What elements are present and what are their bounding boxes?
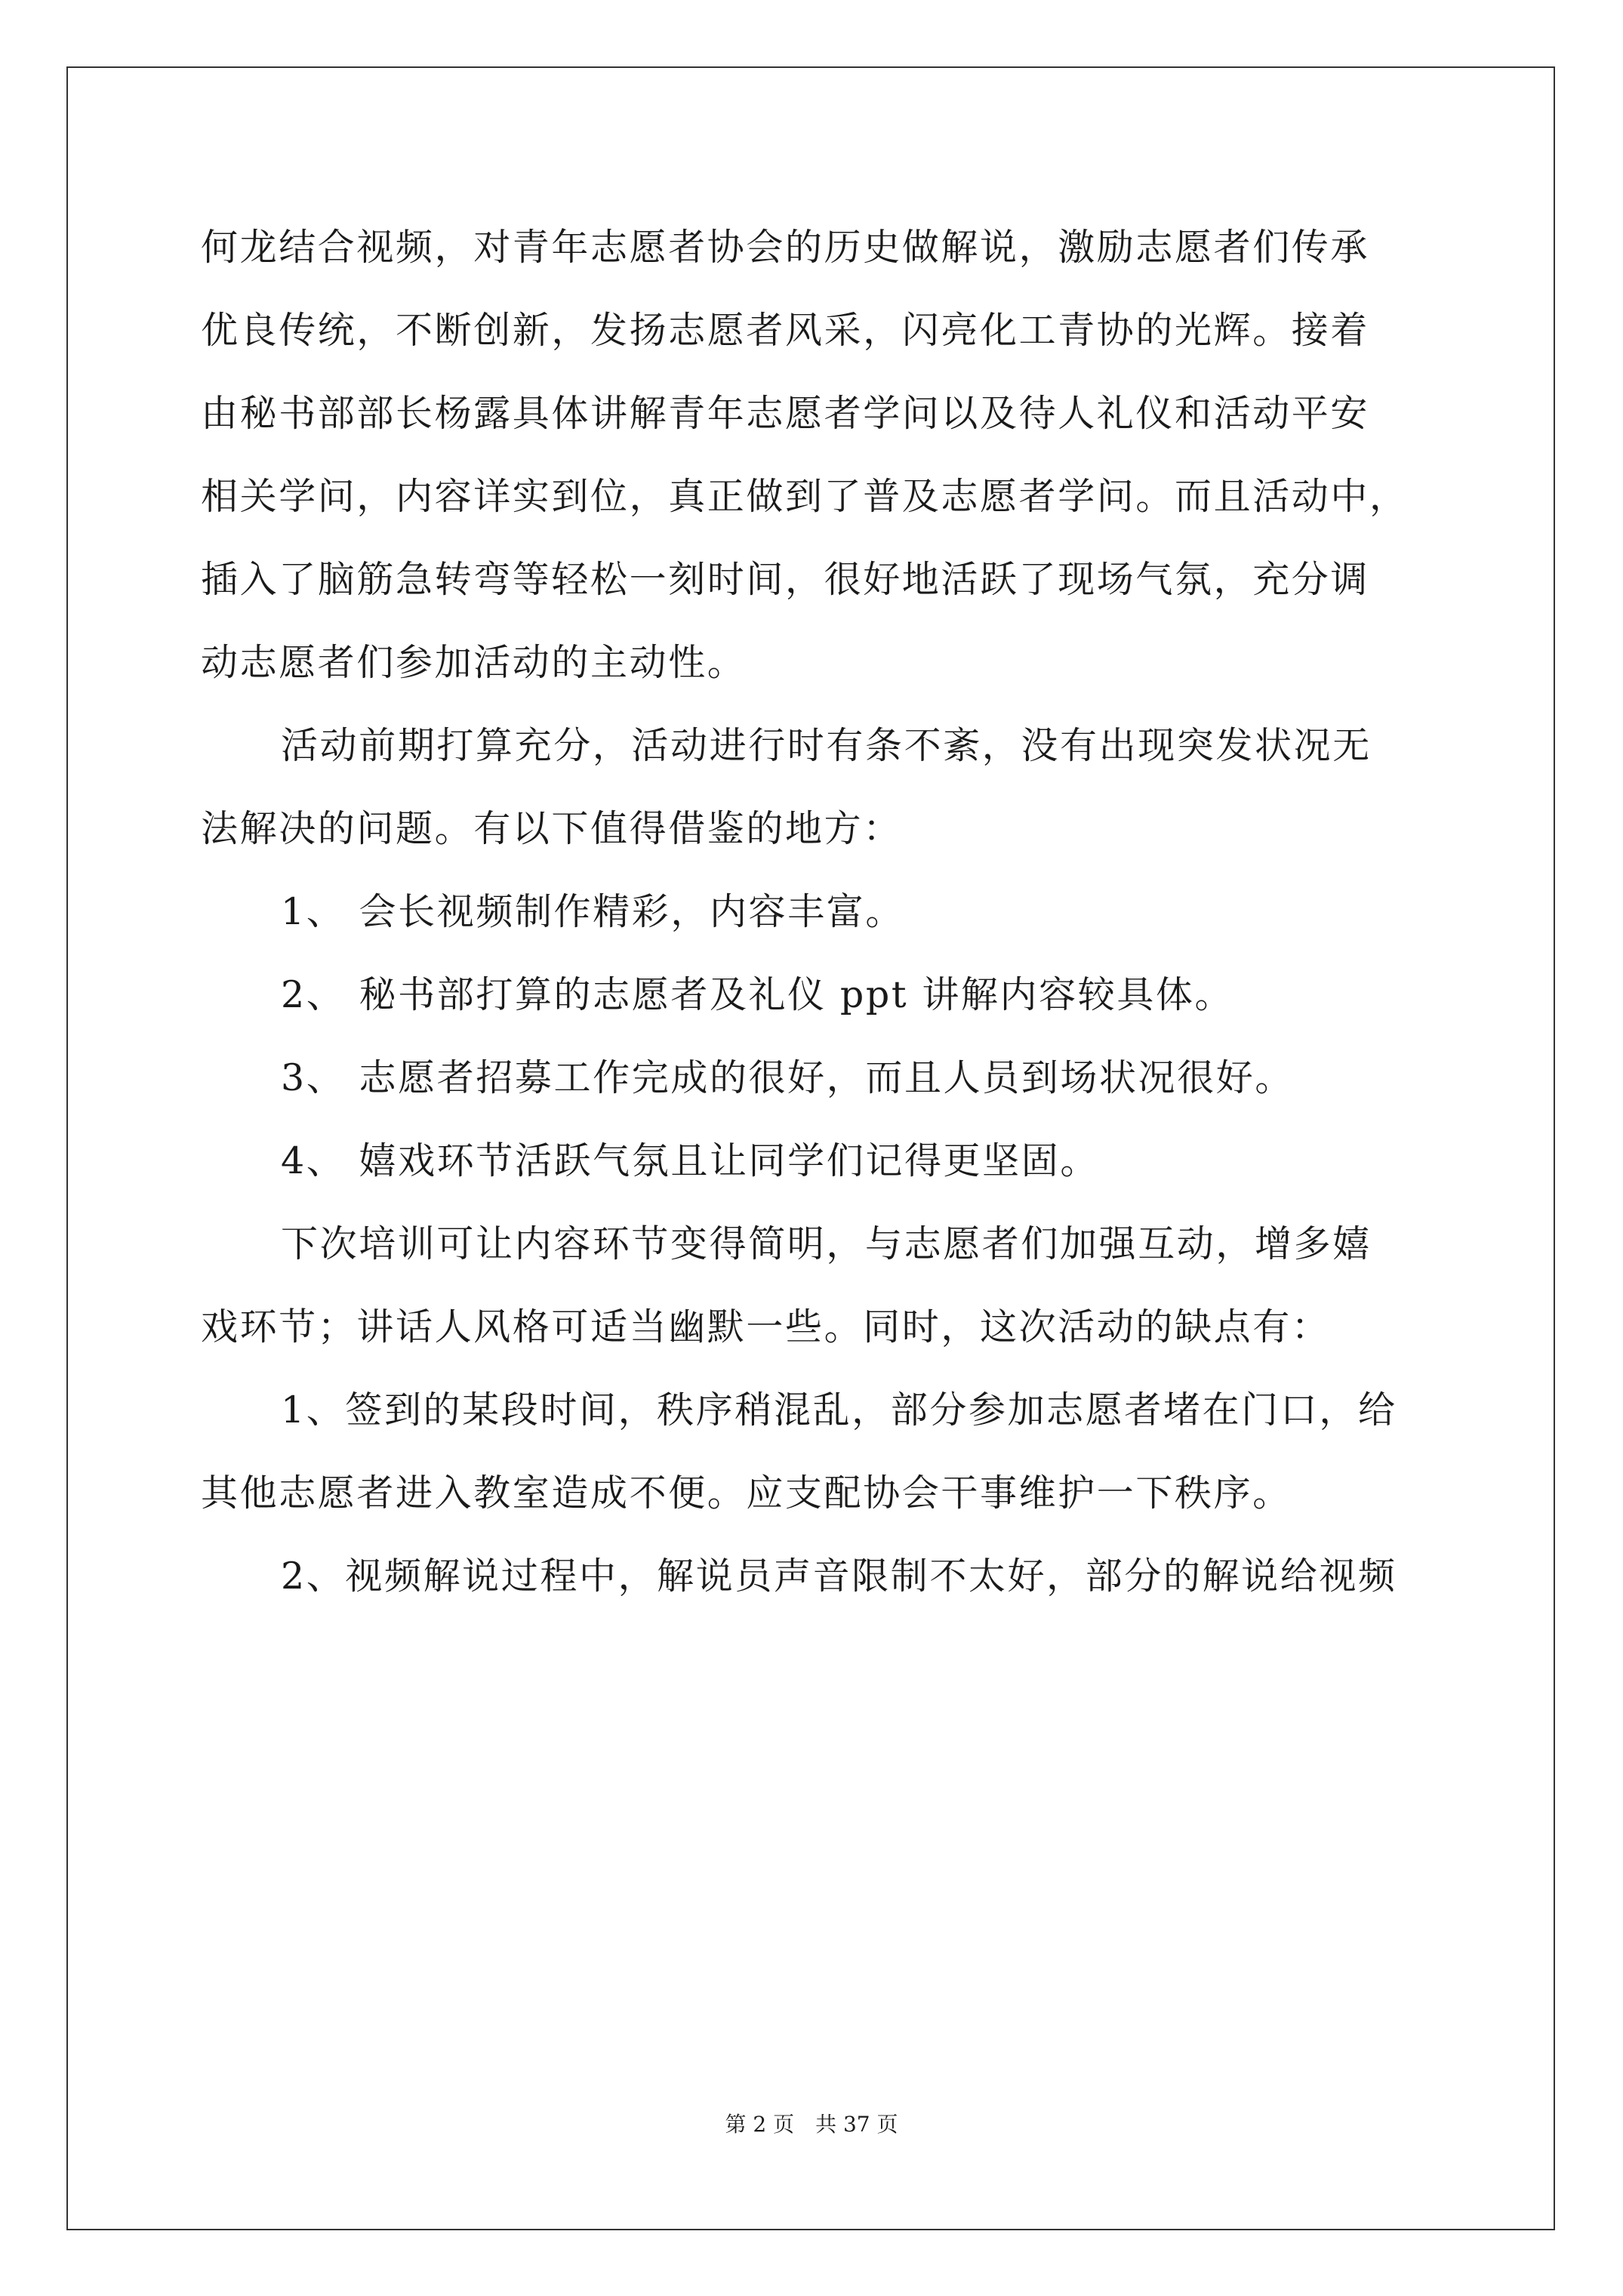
list-item: 4、 嬉戏环节活跃气氛且让同学们记得更坚固。 (281, 1139, 1099, 1182)
text-line: 由秘书部部长杨露具体讲解青年志愿者学问以及待人礼仪和活动平安 (201, 392, 1370, 435)
text-line: 其他志愿者进入教室造成不便。应支配协会干事维护一下秩序。 (201, 1472, 1292, 1515)
text-line: 活动前期打算充分，活动进行时有条不紊，没有出现突发状况无 (281, 724, 1372, 767)
page-footer: 第 2 页 共 37 页 (725, 2112, 898, 2137)
text-line: 戏环节；讲话人风格可适当幽默一些。同时，这次活动的缺点有： (201, 1305, 1331, 1348)
list-item: 1、 会长视频制作精彩，内容丰富。 (281, 890, 904, 933)
list-item: 2、视频解说过程中，解说员声音限制不太好，部分的解说给视频 (281, 1555, 1397, 1598)
text-line: 优良传统，不断创新，发扬志愿者风采，闪亮化工青协的光辉。接着 (201, 309, 1370, 352)
list-item: 3、 志愿者招募工作完成的很好，而且人员到场状况很好。 (281, 1056, 1294, 1099)
text-line: 法解决的问题。有以下值得借鉴的地方： (201, 807, 902, 850)
text-line: 相关学问，内容详实到位，真正做到了普及志愿者学问。而且活动中， (201, 475, 1409, 518)
list-item: 1、签到的某段时间，秩序稍混乱，部分参加志愿者堵在门口，给 (281, 1388, 1397, 1432)
list-item: 2、 秘书部打算的志愿者及礼仪 ppt 讲解内容较具体。 (281, 973, 1234, 1016)
text-line: 插入了脑筋急转弯等轻松一刻时间，很好地活跃了现场气氛，充分调 (201, 558, 1370, 601)
text-line: 何龙结合视频，对青年志愿者协会的历史做解说，激励志愿者们传承 (201, 226, 1370, 269)
text-line: 下次培训可让内容环节变得简明，与志愿者们加强互动，增多嬉 (281, 1222, 1372, 1265)
text-line: 动志愿者们参加活动的主动性。 (201, 641, 747, 684)
